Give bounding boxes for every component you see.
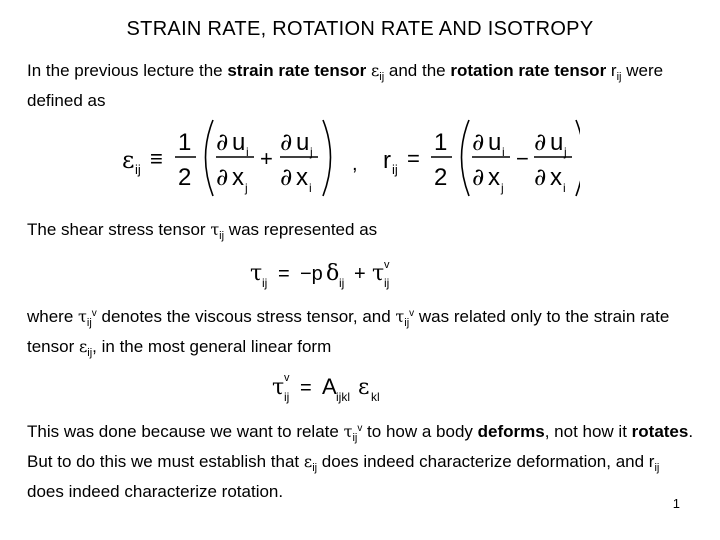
strain-rate-term: strain rate tensor bbox=[227, 61, 367, 80]
svg-text:A: A bbox=[322, 374, 337, 399]
svg-text:δ: δ bbox=[326, 261, 340, 286]
svg-text:u: u bbox=[488, 129, 502, 156]
epsilon-symbol: ε bbox=[370, 61, 380, 80]
svg-text:,: , bbox=[352, 153, 358, 175]
svg-text:τ: τ bbox=[272, 375, 285, 400]
svg-text:τ: τ bbox=[250, 261, 263, 286]
index-ij: ij bbox=[352, 432, 358, 444]
viscous-stress-paragraph bbox=[27, 302, 697, 365]
conclusion-text-5: does indeed characterize deformation, and r bbox=[317, 452, 655, 471]
viscous-text-3: was related only to the strain rate tensor bbox=[27, 307, 670, 356]
conclusion-text-2: to how a body bbox=[362, 422, 478, 441]
svg-text:∂: ∂ bbox=[534, 128, 547, 156]
svg-text:ij: ij bbox=[262, 276, 268, 290]
svg-text:i: i bbox=[563, 181, 566, 195]
equation-strain-rotation bbox=[120, 112, 580, 202]
svg-text:i: i bbox=[246, 145, 249, 159]
page-number: 1 bbox=[672, 496, 680, 511]
svg-text:+: + bbox=[260, 146, 273, 171]
svg-text:v: v bbox=[284, 372, 290, 384]
tau-symbol: τ bbox=[78, 307, 87, 326]
svg-text:τ: τ bbox=[372, 261, 385, 286]
r-symbol: r bbox=[610, 61, 617, 80]
svg-text:j: j bbox=[245, 181, 248, 195]
shear-stress-paragraph bbox=[27, 218, 697, 248]
svg-text:i: i bbox=[502, 145, 505, 159]
viscous-text-1: where bbox=[27, 307, 74, 326]
svg-text:∂: ∂ bbox=[534, 163, 547, 191]
index-ij: ij bbox=[86, 317, 92, 329]
svg-text:ijkl: ijkl bbox=[336, 390, 350, 404]
svg-text:∂: ∂ bbox=[216, 163, 229, 191]
intro-text-2: and the bbox=[384, 61, 451, 80]
shear-text-2: was represented as bbox=[224, 220, 378, 239]
svg-text:∂: ∂ bbox=[216, 128, 229, 156]
svg-text:+: + bbox=[354, 263, 366, 285]
svg-text:1: 1 bbox=[178, 129, 192, 156]
svg-text:1: 1 bbox=[434, 129, 448, 156]
svg-text:ij: ij bbox=[392, 162, 398, 177]
equation-strain-rotation-svg bbox=[120, 112, 580, 202]
svg-text:ij: ij bbox=[384, 276, 390, 290]
conclusion-text-3: , not how it bbox=[544, 422, 632, 441]
svg-text:2: 2 bbox=[178, 164, 192, 191]
svg-text:v: v bbox=[384, 259, 390, 271]
superscript-v: v bbox=[357, 423, 363, 434]
deforms-term: deforms bbox=[477, 422, 545, 441]
tau-symbol: τ bbox=[395, 307, 405, 326]
equation-linear-form bbox=[270, 368, 420, 408]
svg-text:u: u bbox=[296, 129, 310, 156]
svg-text:=: = bbox=[300, 377, 312, 399]
index-ij: ij bbox=[379, 71, 385, 83]
tau-symbol: τ bbox=[343, 422, 353, 441]
epsilon-symbol: ε bbox=[78, 337, 88, 356]
viscous-text-2: denotes the viscous stress tensor, and bbox=[96, 307, 391, 326]
superscript-v: v bbox=[409, 308, 415, 319]
svg-text:≡: ≡ bbox=[150, 146, 163, 171]
svg-text:−p: −p bbox=[300, 263, 323, 285]
rotates-term: rotates bbox=[631, 422, 689, 441]
svg-text:∂: ∂ bbox=[472, 163, 485, 191]
index-ij: ij bbox=[87, 347, 93, 359]
svg-text:ε: ε bbox=[358, 375, 370, 400]
index-ij: ij bbox=[404, 317, 410, 329]
index-ij: ij bbox=[219, 230, 225, 242]
svg-text:x: x bbox=[488, 164, 500, 191]
svg-text:ε: ε bbox=[122, 146, 135, 174]
intro-paragraph bbox=[27, 59, 697, 113]
conclusion-paragraph bbox=[27, 417, 697, 504]
conclusion-text-1: This was done because we want to relate bbox=[27, 422, 339, 441]
tau-symbol: τ bbox=[210, 220, 220, 239]
svg-text:i: i bbox=[309, 181, 312, 195]
svg-text:=: = bbox=[407, 146, 420, 171]
index-ij: ij bbox=[654, 462, 660, 474]
slide-title: STRAIN RATE, ROTATION RATE AND ISOTROPY bbox=[126, 18, 594, 40]
svg-text:∂: ∂ bbox=[280, 128, 293, 156]
svg-text:2: 2 bbox=[434, 164, 448, 191]
svg-text:j: j bbox=[564, 145, 567, 159]
conclusion-text-6: does indeed characterize rotation. bbox=[27, 482, 284, 501]
svg-text:j: j bbox=[501, 181, 504, 195]
svg-text:ij: ij bbox=[284, 390, 290, 404]
svg-text:j: j bbox=[310, 145, 313, 159]
equation-shear-stress bbox=[248, 254, 418, 294]
svg-text:r: r bbox=[383, 147, 391, 174]
intro-text-3: were defined as bbox=[27, 61, 664, 110]
svg-text:=: = bbox=[278, 263, 290, 285]
svg-text:ij: ij bbox=[135, 162, 141, 177]
index-ij: ij bbox=[616, 71, 622, 83]
conclusion-text-4: . But to do this we must establish that bbox=[27, 422, 694, 471]
svg-text:kl: kl bbox=[371, 390, 380, 404]
epsilon-symbol: ε bbox=[303, 452, 313, 471]
equation-linear-form-svg bbox=[270, 368, 420, 408]
superscript-v: v bbox=[91, 308, 97, 319]
svg-text:ij: ij bbox=[339, 276, 345, 290]
index-ij: ij bbox=[312, 462, 318, 474]
svg-text:x: x bbox=[232, 164, 244, 191]
viscous-text-4: , in the most general linear form bbox=[92, 337, 332, 356]
svg-text:x: x bbox=[296, 164, 308, 191]
shear-text-1: The shear stress tensor bbox=[27, 220, 206, 239]
svg-text:u: u bbox=[232, 129, 246, 156]
svg-text:∂: ∂ bbox=[280, 163, 293, 191]
rotation-rate-term: rotation rate tensor bbox=[450, 61, 607, 80]
intro-text-1: In the previous lecture the bbox=[27, 61, 228, 80]
equation-shear-stress-svg bbox=[248, 254, 418, 294]
svg-text:∂: ∂ bbox=[472, 128, 485, 156]
svg-text:−: − bbox=[516, 146, 529, 171]
svg-text:u: u bbox=[550, 129, 564, 156]
svg-text:x: x bbox=[550, 164, 562, 191]
